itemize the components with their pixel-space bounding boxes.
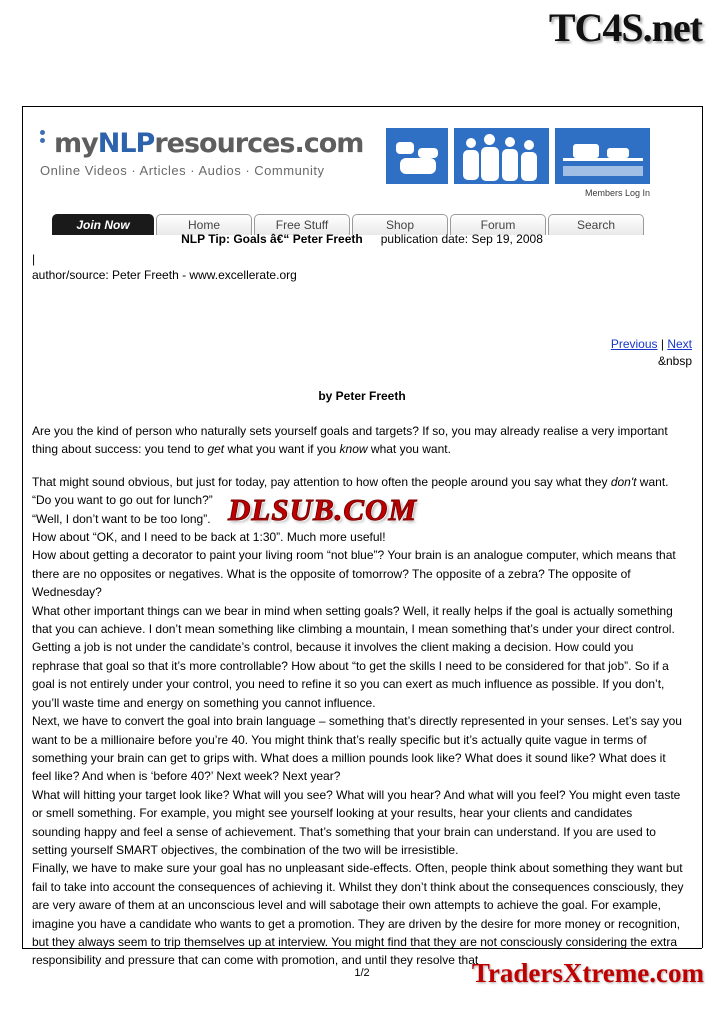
paragraph-7: What other important things can we bear in mind when setting goals? Well, it really helps if the goal is actually something that you can achieve. I don’t mean something like climbing a mountain, I mean something that’s under your direct control. Getting a job is not under the candidate’s control, because it involves the client making a decision. How could you rephrase that goal so that it’s more controllable? How about “to get the skills I need to be considered for that job”. So if a goal is not entirely under your control, you need to refine it so you can exert as much influence as possible. If you don’t, you’ll waste time and energy on something you cannot influence. — [32, 603, 675, 710]
article-publication-date: publication date: Sep 19, 2008 — [380, 232, 543, 246]
paragraph-1-b: what you want if you — [224, 442, 340, 457]
paragraph-2-a: That might sound obvious, but just for today, pay attention to how often the people around you say what they — [32, 474, 611, 489]
site-logo[interactable] — [40, 128, 380, 178]
paragraph-2 — [32, 473, 684, 491]
article-pipe: | — [32, 252, 36, 266]
paragraph-8: Next, we have to convert the goal into brain language – something that’s directly represented in your senses. Let’s say you want to be a millionaire before you’re 40. You might think that’s really specific but it’s actually quite vague in terms of something your brain can get to grips with. What does a million pounds look like? What does it sound like? What does it feel like? And when is ‘before 40?’ Next week? Next year? — [32, 714, 682, 784]
logo-text-resources: resources.com — [154, 128, 364, 159]
article-title: NLP Tip: Goals â€“ Peter Freeth — [181, 232, 363, 246]
nav-item-search[interactable]: Search — [548, 214, 644, 235]
paragraph-3: “Do you want to go out for lunch?” — [32, 493, 213, 508]
nav-item-shop[interactable]: Shop — [352, 214, 448, 235]
paragraph-1-emphasis-get: get — [207, 442, 225, 457]
banner-image-group — [454, 128, 549, 184]
logo-dots-icon — [40, 130, 52, 146]
members-login-link[interactable]: Members Log In — [584, 188, 650, 198]
logo-text-nlp: NLP — [97, 128, 155, 159]
paragraph-1-a: Are you the kind of person who naturally sets yourself goals and targets? If so, you may already realise a very important thing about success: you tend to — [32, 424, 668, 457]
paragraph-1-c: what you want. — [367, 442, 451, 457]
article-pager — [611, 337, 692, 351]
previous-link[interactable]: Previous — [610, 337, 658, 351]
nav-item-free-stuff[interactable]: Free Stuff — [254, 214, 350, 235]
paragraph-1 — [32, 422, 684, 459]
paragraph-10: Finally, we have to make sure your goal has no unpleasant side-effects. Often, people think about something they want but fail to take into account the consequences of achieving it. Whilst they don’t think about the consequences consciously, they are very aware of them at an unconscious level and will sabotage their own attempts to achieve the goal. For example, imagine you have a candidate who wants to get a promotion. They are driven by the desire for more money or recognition, but they always seem to trip themselves up at interview. You might find that they are not consciously considering the extra responsibility and pressure that can come with promotion, and until they resolve that — [32, 861, 684, 968]
tradersxtreme-watermark: TradersXtreme.com — [471, 958, 704, 988]
nav-item-join-now[interactable]: Join Now — [52, 214, 154, 235]
banner-image-landscape — [555, 128, 650, 184]
paragraph-4: “Well, I don’t want to be too long”. — [32, 511, 211, 526]
dlsub-watermark: DLSUB.COM — [228, 492, 418, 527]
next-link[interactable]: Next — [667, 337, 692, 351]
pager-nbsp: &nbsp — [657, 354, 692, 368]
tc4s-watermark: TC4S.net — [548, 5, 702, 50]
banner-image-strip — [386, 128, 650, 184]
banner-image-handshake — [386, 128, 448, 184]
pager-separator: | — [660, 337, 664, 351]
nav-item-home[interactable]: Home — [156, 214, 252, 235]
site-banner — [40, 128, 650, 208]
logo-tagline: Online Videos · Articles · Audios · Community — [40, 163, 325, 178]
paragraph-2-b: want. — [636, 474, 669, 489]
paragraph-1-emphasis-know: know — [339, 442, 368, 457]
page-top-rule — [22, 106, 702, 107]
article-title-row — [0, 232, 724, 246]
nav-item-forum[interactable]: Forum — [450, 214, 546, 235]
logo-text-my: my — [54, 128, 98, 159]
article-author-source: author/source: Peter Freeth - www.excellerate.org — [32, 268, 297, 282]
paragraph-2-emphasis-dont: don't — [610, 474, 637, 489]
paragraph-5: How about “OK, and I need to be back at 1:30”. Much more useful! — [32, 530, 386, 545]
page-number: 1/2 — [354, 967, 370, 979]
article-byline: by Peter Freeth — [318, 389, 406, 403]
paragraph-9: What will hitting your target look like? What will you see? What will you hear? And what will you feel? You might even taste or smell something. For example, you might see yourself looking at your results, hear your clients and candidates sounding happy and feel a sense of achievement. That’s something that your brain can understand. If you are used to setting yourself SMART objectives, the combination of the two will be irresistible. — [32, 787, 681, 857]
paragraph-6: How about getting a decorator to paint your living room “not blue”? Your brain is an analogue computer, which means that there are no opposites or negatives. What is the opposite of tomorrow? The opposite of a zebra? The opposite of Wednesday? — [32, 548, 676, 600]
